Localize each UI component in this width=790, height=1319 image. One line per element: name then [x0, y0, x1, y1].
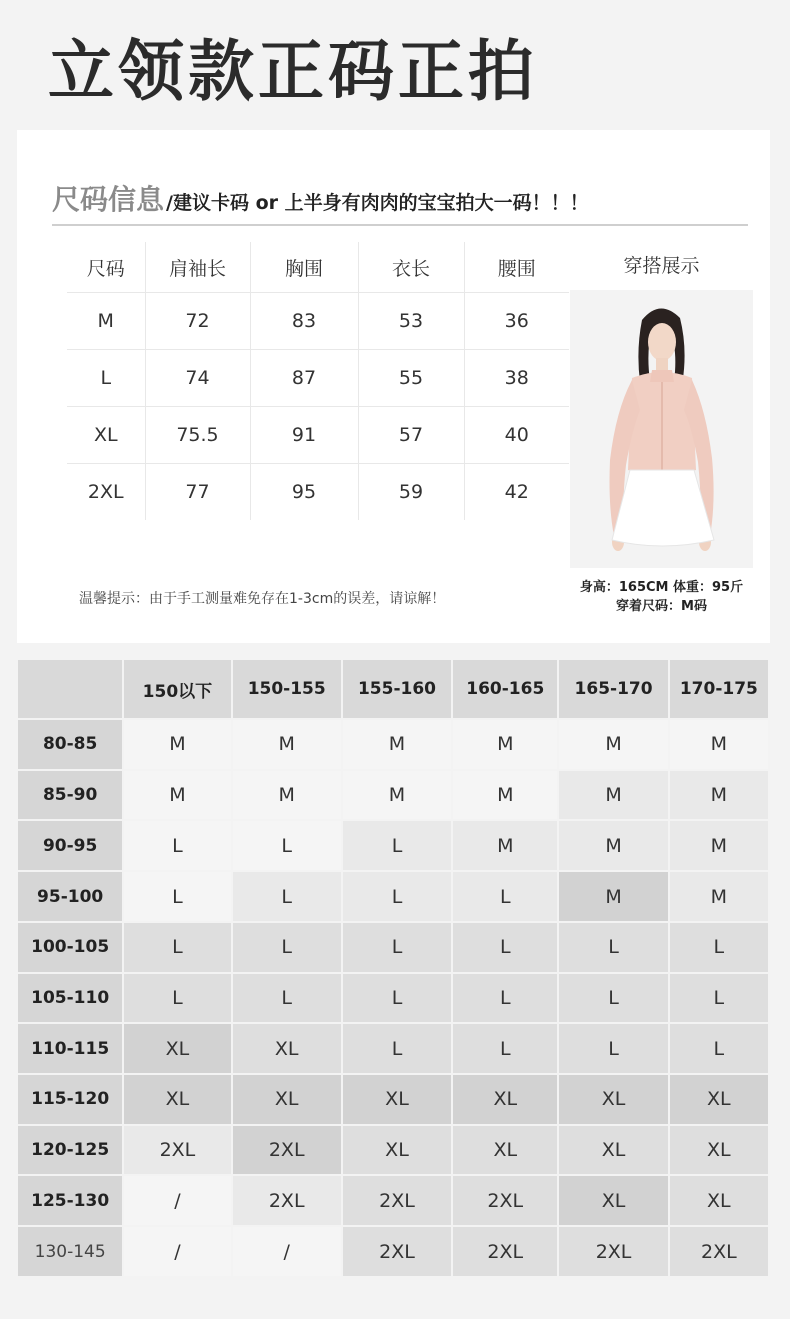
- grid-cell: L: [670, 1024, 768, 1073]
- grid-cell: L: [233, 974, 341, 1023]
- size-cell: 91: [250, 407, 358, 464]
- grid-cell: XL: [559, 1176, 667, 1225]
- grid-row-header: 130-145: [18, 1227, 122, 1276]
- grid-row-header: 95-100: [18, 872, 122, 921]
- size-cell: 36: [464, 293, 569, 350]
- grid-cell: L: [343, 1024, 451, 1073]
- grid-cell: XL: [124, 1075, 230, 1124]
- grid-cell: M: [670, 872, 768, 921]
- grid-cell: M: [124, 720, 230, 769]
- grid-row-header: 100-105: [18, 923, 122, 972]
- size-cell: 83: [250, 293, 358, 350]
- grid-cell: M: [453, 771, 557, 820]
- grid-cell: L: [233, 923, 341, 972]
- measurement-tip: 温馨提示：由于手工测量难免存在1-3cm的误差，请谅解！: [79, 591, 446, 607]
- outfit-label: 穿搭展示: [623, 255, 700, 277]
- grid-col-header: 170-175: [670, 660, 768, 718]
- size-table-header: 腰围: [464, 242, 569, 293]
- grid-row-header: 120-125: [18, 1126, 122, 1175]
- size-table-header: 尺码: [86, 257, 125, 280]
- model-caption: [570, 578, 753, 616]
- grid-col-header: 150-155: [233, 660, 341, 718]
- grid-cell: XL: [670, 1126, 768, 1175]
- size-table-header: 衣长: [358, 242, 464, 293]
- grid-cell: XL: [559, 1075, 667, 1124]
- size-cell: L: [67, 350, 145, 407]
- size-cell: 40: [464, 407, 569, 464]
- grid-corner: [18, 660, 122, 718]
- grid-cell: L: [453, 923, 557, 972]
- grid-row: [18, 974, 768, 1023]
- model-caption-line: 身高：165CM 体重：95斤: [579, 580, 744, 595]
- grid-cell: XL: [559, 1126, 667, 1175]
- grid-header-row: [18, 660, 768, 718]
- size-table-header: 肩袖长: [145, 242, 250, 293]
- grid-cell: L: [124, 923, 230, 972]
- grid-row: [18, 1024, 768, 1073]
- grid-cell: XL: [453, 1075, 557, 1124]
- section-heading-sub: /建议卡码 or 上半身有肉肉的宝宝拍大一码！！！: [166, 192, 589, 214]
- grid-cell: 2XL: [559, 1227, 667, 1276]
- grid-cell: XL: [343, 1075, 451, 1124]
- grid-cell: L: [670, 923, 768, 972]
- size-cell: 75.5: [145, 407, 250, 464]
- grid-cell: /: [233, 1227, 341, 1276]
- grid-row: [18, 771, 768, 820]
- grid-cell: L: [343, 923, 451, 972]
- grid-col-header: 160-165: [453, 660, 557, 718]
- grid-cell: M: [343, 771, 451, 820]
- grid-cell: 2XL: [453, 1227, 557, 1276]
- size-table-row: [67, 407, 569, 464]
- size-table-row: [67, 350, 569, 407]
- size-cell: 95: [250, 464, 358, 521]
- section-heading: [52, 178, 748, 226]
- grid-cell: M: [233, 771, 341, 820]
- grid-cell: 2XL: [453, 1176, 557, 1225]
- size-cell: 77: [145, 464, 250, 521]
- grid-cell: /: [124, 1227, 230, 1276]
- grid-col-header: 150以下: [124, 660, 230, 718]
- grid-row-header: 85-90: [18, 771, 122, 820]
- size-cell: M: [67, 293, 145, 350]
- size-table-header-row: [67, 242, 569, 293]
- grid-col-header: 155-160: [343, 660, 451, 718]
- grid-row: [18, 923, 768, 972]
- grid-cell: L: [233, 872, 341, 921]
- grid-row-header: 90-95: [18, 821, 122, 870]
- grid-cell: L: [453, 872, 557, 921]
- size-info-card: [17, 130, 770, 643]
- size-cell: 74: [145, 350, 250, 407]
- grid-cell: L: [559, 1024, 667, 1073]
- grid-cell: M: [453, 821, 557, 870]
- grid-cell: L: [453, 1024, 557, 1073]
- size-table-row: [67, 464, 569, 521]
- grid-cell: L: [343, 821, 451, 870]
- grid-cell: M: [559, 872, 667, 921]
- grid-cell: XL: [124, 1024, 230, 1073]
- grid-cell: L: [124, 821, 230, 870]
- grid-cell: XL: [343, 1126, 451, 1175]
- size-measurement-table: [67, 242, 569, 520]
- grid-row-header: 110-115: [18, 1024, 122, 1073]
- size-table-header: 胸围: [250, 242, 358, 293]
- grid-cell: L: [559, 974, 667, 1023]
- grid-cell: M: [559, 720, 667, 769]
- grid-row: [18, 1075, 768, 1124]
- size-cell: XL: [67, 407, 145, 464]
- grid-cell: L: [124, 872, 230, 921]
- page-title: 立领款正码正拍: [48, 33, 538, 110]
- grid-row-header: 105-110: [18, 974, 122, 1023]
- grid-cell: M: [343, 720, 451, 769]
- grid-cell: L: [343, 974, 451, 1023]
- grid-row: [18, 720, 768, 769]
- grid-cell: XL: [453, 1126, 557, 1175]
- grid-row: [18, 1176, 768, 1225]
- size-cell: 38: [464, 350, 569, 407]
- grid-cell: 2XL: [343, 1176, 451, 1225]
- size-cell: 57: [358, 407, 464, 464]
- grid-cell: M: [670, 771, 768, 820]
- grid-cell: M: [453, 720, 557, 769]
- size-cell: 59: [358, 464, 464, 521]
- size-table-row: [67, 293, 569, 350]
- size-cell: 2XL: [67, 464, 145, 521]
- grid-row-header: 125-130: [18, 1176, 122, 1225]
- model-illustration: [570, 290, 753, 568]
- grid-cell: 2XL: [233, 1126, 341, 1175]
- size-cell: 55: [358, 350, 464, 407]
- model-caption-line: 穿着尺码：M码: [616, 599, 707, 614]
- section-heading-main: 尺码信息: [52, 183, 165, 216]
- grid-row: [18, 872, 768, 921]
- grid-cell: M: [233, 720, 341, 769]
- grid-cell: M: [670, 720, 768, 769]
- grid-cell: 2XL: [233, 1176, 341, 1225]
- grid-cell: /: [124, 1176, 230, 1225]
- grid-cell: L: [233, 821, 341, 870]
- grid-cell: L: [559, 923, 667, 972]
- grid-cell: XL: [233, 1024, 341, 1073]
- grid-cell: M: [559, 771, 667, 820]
- grid-cell: L: [670, 974, 768, 1023]
- size-cell: 72: [145, 293, 250, 350]
- size-cell: 87: [250, 350, 358, 407]
- grid-cell: L: [343, 872, 451, 921]
- size-cell: 42: [464, 464, 569, 521]
- grid-cell: M: [124, 771, 230, 820]
- grid-col-header: 165-170: [559, 660, 667, 718]
- grid-cell: XL: [670, 1176, 768, 1225]
- grid-row-header: 80-85: [18, 720, 122, 769]
- grid-row-header: 115-120: [18, 1075, 122, 1124]
- grid-row: [18, 1227, 768, 1276]
- size-recommendation-grid: [16, 658, 770, 1278]
- grid-cell: XL: [670, 1075, 768, 1124]
- grid-cell: M: [670, 821, 768, 870]
- grid-cell: L: [124, 974, 230, 1023]
- grid-cell: L: [453, 974, 557, 1023]
- grid-row: [18, 1126, 768, 1175]
- grid-cell: M: [559, 821, 667, 870]
- size-cell: 53: [358, 293, 464, 350]
- model-photo: [570, 290, 753, 568]
- grid-row: [18, 821, 768, 870]
- grid-cell: 2XL: [343, 1227, 451, 1276]
- grid-cell: XL: [233, 1075, 341, 1124]
- grid-cell: 2XL: [124, 1126, 230, 1175]
- grid-cell: 2XL: [670, 1227, 768, 1276]
